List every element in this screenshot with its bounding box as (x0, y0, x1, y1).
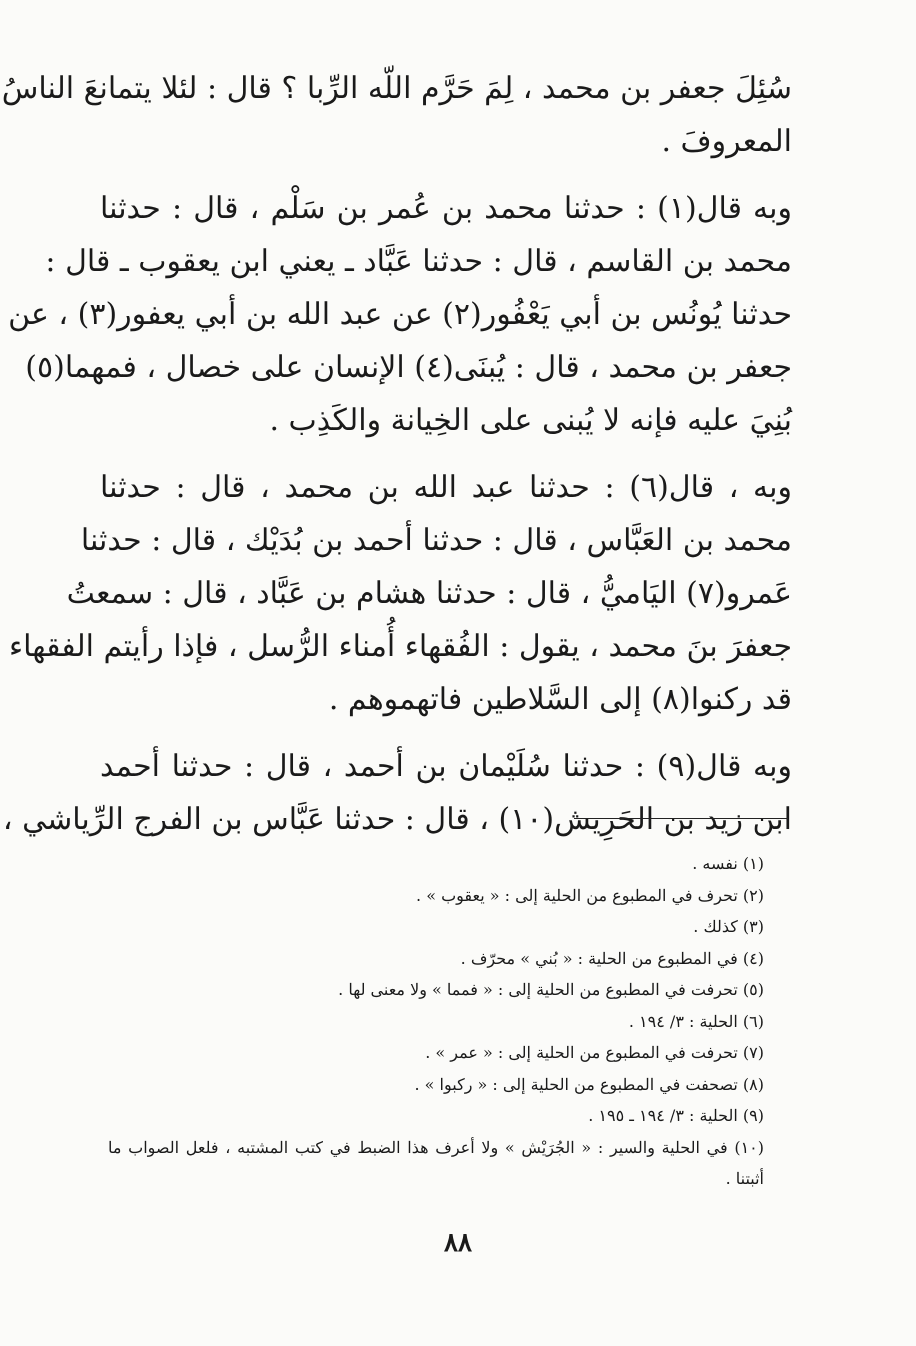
text-line: وبه قال(١) : حدثنا محمد بن عُمر بن سَلْم ، قال : حدثنا (100, 191, 792, 226)
footnotes (108, 848, 764, 1195)
paragraph (1, 62, 792, 168)
text-line: جعفر بن محمد ، قال : يُبنَى(٤) الإنسان على خصال ، فمهما(٥) (25, 350, 792, 385)
paragraph (8, 182, 792, 447)
text-line: وبه قال(٩) : حدثنا سُلَيْمان بن أحمد ، قال : حدثنا أحمد (100, 749, 792, 784)
footnote: (٧) تحرفت في المطبوع من الحلية إلى : « عمر » . (425, 1043, 764, 1062)
text-line: وبه ، قال(٦) : حدثنا عبد الله بن محمد ، قال : حدثنا (100, 470, 792, 505)
text-line: جعفرَ بنَ محمد ، يقول : الفُقهاء أُمناء الرُّسل ، فإذا رأيتم الفقهاء (9, 629, 792, 664)
footnote: (٨) تصحفت في المطبوع من الحلية إلى : « ركبوا » . (414, 1074, 764, 1094)
footnote: (٤) في المطبوع من الحلية : « بُني » محرّف . (460, 948, 764, 968)
footnote: (٦) الحلية : ٣/ ١٩٤ . (628, 1011, 764, 1031)
text-line: حدثنا يُونُس بن أبي يَعْفُور(٢) عن عبد الله بن أبي يعفور(٣) ، عن (8, 297, 792, 332)
text-line: ابن زيد بن الحَرِيش(١٠) ، قال : حدثنا عَبَّاس بن الفرج الرِّياشي ، (2, 802, 792, 837)
footnote: (٢) تحرف في المطبوع من الحلية إلى : « يعقوب » . (416, 885, 764, 905)
text-line: المعروفَ . (661, 124, 792, 159)
text-line: سُئِلَ جعفر بن محمد ، لِمَ حَرَّم اللّه الرِّبا ؟ قال : لئلا يتمانعَ الناسُ (1, 71, 792, 106)
paragraph (2, 740, 792, 846)
main-text (1, 62, 792, 860)
footnote: (٥) تحرفت في المطبوع من الحلية إلى : « فمما » ولا معنى لها . (338, 980, 764, 999)
text-line: محمد بن العَبَّاس ، قال : حدثنا أحمد بن بُدَيْك ، قال : حدثنا (80, 523, 792, 558)
footnote: (٣) كذلك . (693, 917, 764, 936)
text-line: محمد بن القاسم ، قال : حدثنا عَبَّاد ـ يعني ابن يعقوب ـ قال : (45, 244, 792, 279)
text-line: عَمرو(٧) اليَاميُّ ، قال : حدثنا هشام بن عَبَّاد ، قال : سمعتُ (66, 576, 792, 611)
paragraph (9, 461, 792, 726)
text-line: بُنِيَ عليه فإنه لا يُبنى على الخِيانة والكَذِب . (269, 403, 792, 438)
footnote: أثبتنا . (725, 1169, 764, 1188)
footnote: (١) نفسه . (692, 854, 764, 873)
footnote-separator (574, 818, 788, 819)
text-line: قد ركنوا(٨) إلى السَّلاطين فاتهموهم . (328, 682, 792, 717)
footnote: (٩) الحلية : ٣/ ١٩٤ ـ ١٩٥ . (588, 1106, 764, 1125)
page-number: ٨٨ (444, 1228, 472, 1258)
footnote: (١٠) في الحلية والسير : « الجُرَيْش » ولا أعرف هذا الضبط في كتب المشتبه ، فلعل الصواب ما (108, 1137, 764, 1157)
